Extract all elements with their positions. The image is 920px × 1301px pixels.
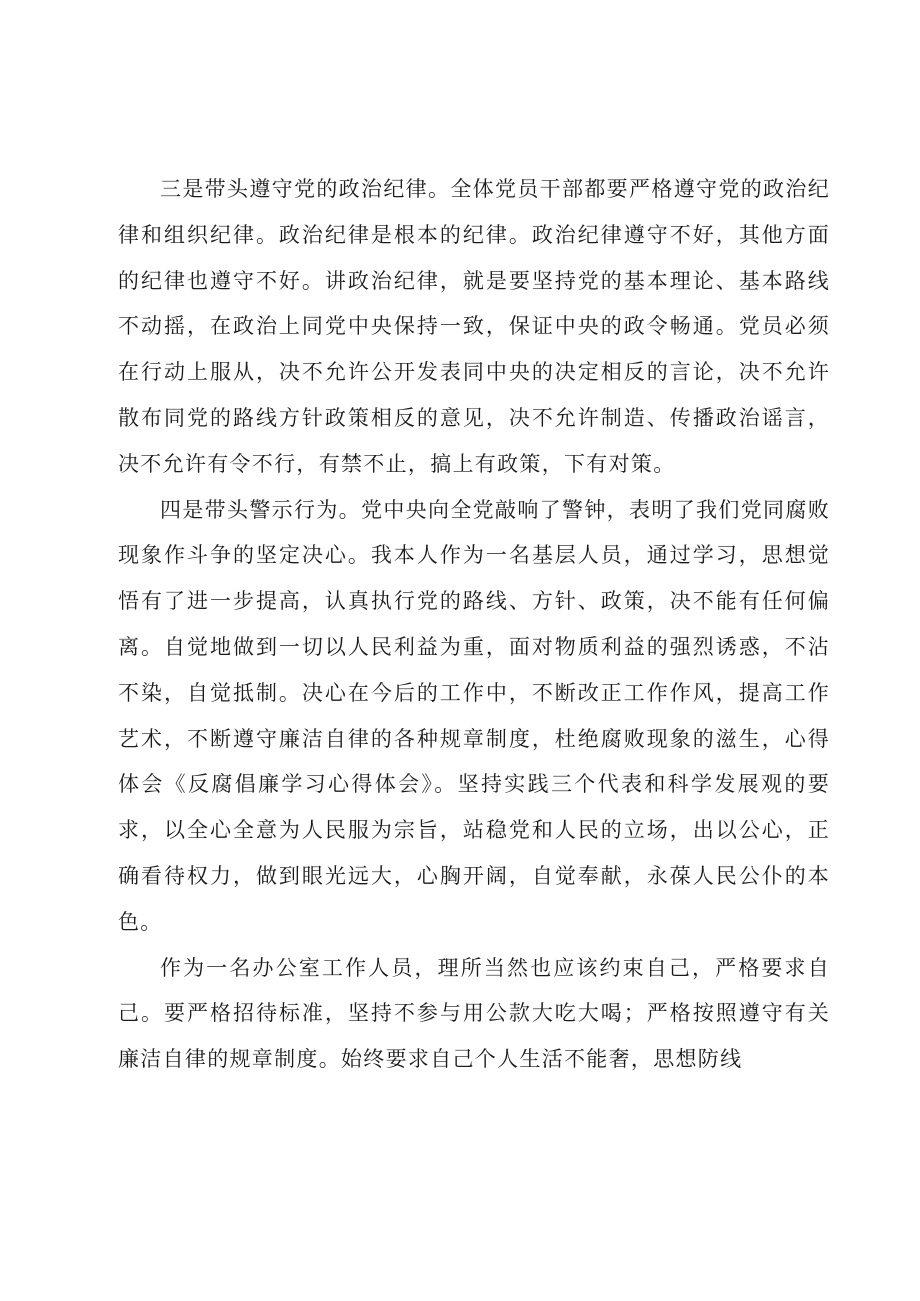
paragraph-political-discipline: 三是带头遵守党的政治纪律。全体党员干部都要严格遵守党的政治纪律和组织纪律。政治纪律是根本的纪律。政治纪律遵守不好，其他方面的纪律也遵守不好。讲政治纪律，就是要坚持党的基本理论、基本路线不动摇，在政治上同党中央保持一致，保证中央的政令畅通。党员必须在行动上服从，决不允许公开发表同中央的决定相反的言论，决不允许散布同党的路线方针政策相反的意见，决不允许制造、传播政治谣言，决不允许有令不行，有禁不止，搞上有政策，下有对策。 xyxy=(118,177,830,476)
paragraph-warning-conduct: 四是带头警示行为。党中央向全党敲响了警钟，表明了我们党同腐败现象作斗争的坚定决心。我本人作为一名基层人员，通过学习，思想觉悟有了进一步提高，认真执行党的路线、方针、政策，决不能有任何偏离。自觉地做到一切以人民利益为重，面对物质利益的强烈诱惑，不沾不染，自觉抵制。决心在今后的工作中，不断改正工作作风，提高工作艺术，不断遵守廉洁自律的各种规章制度，杜绝腐败现象的滋生，心得体会《反腐倡廉学习心得体会》。坚持实践三个代表和科学发展观的要求，以全心全意为人民服为宗旨，站稳党和人民的立场，出以公心，正确看待权力，做到眼光远大，心胸开阔，自觉奉献，永葆人民公仆的本色。 xyxy=(118,497,830,934)
document-body xyxy=(118,167,830,1083)
paragraph-office-staff: 作为一名办公室工作人员，理所当然也应该约束自己，严格要求自己。要严格招待标准，坚持不参与用公款大吃大喝；严格按照遵守有关廉洁自律的规章制度。始终要求自己个人生活不能奢，思想防线 xyxy=(118,955,830,1072)
